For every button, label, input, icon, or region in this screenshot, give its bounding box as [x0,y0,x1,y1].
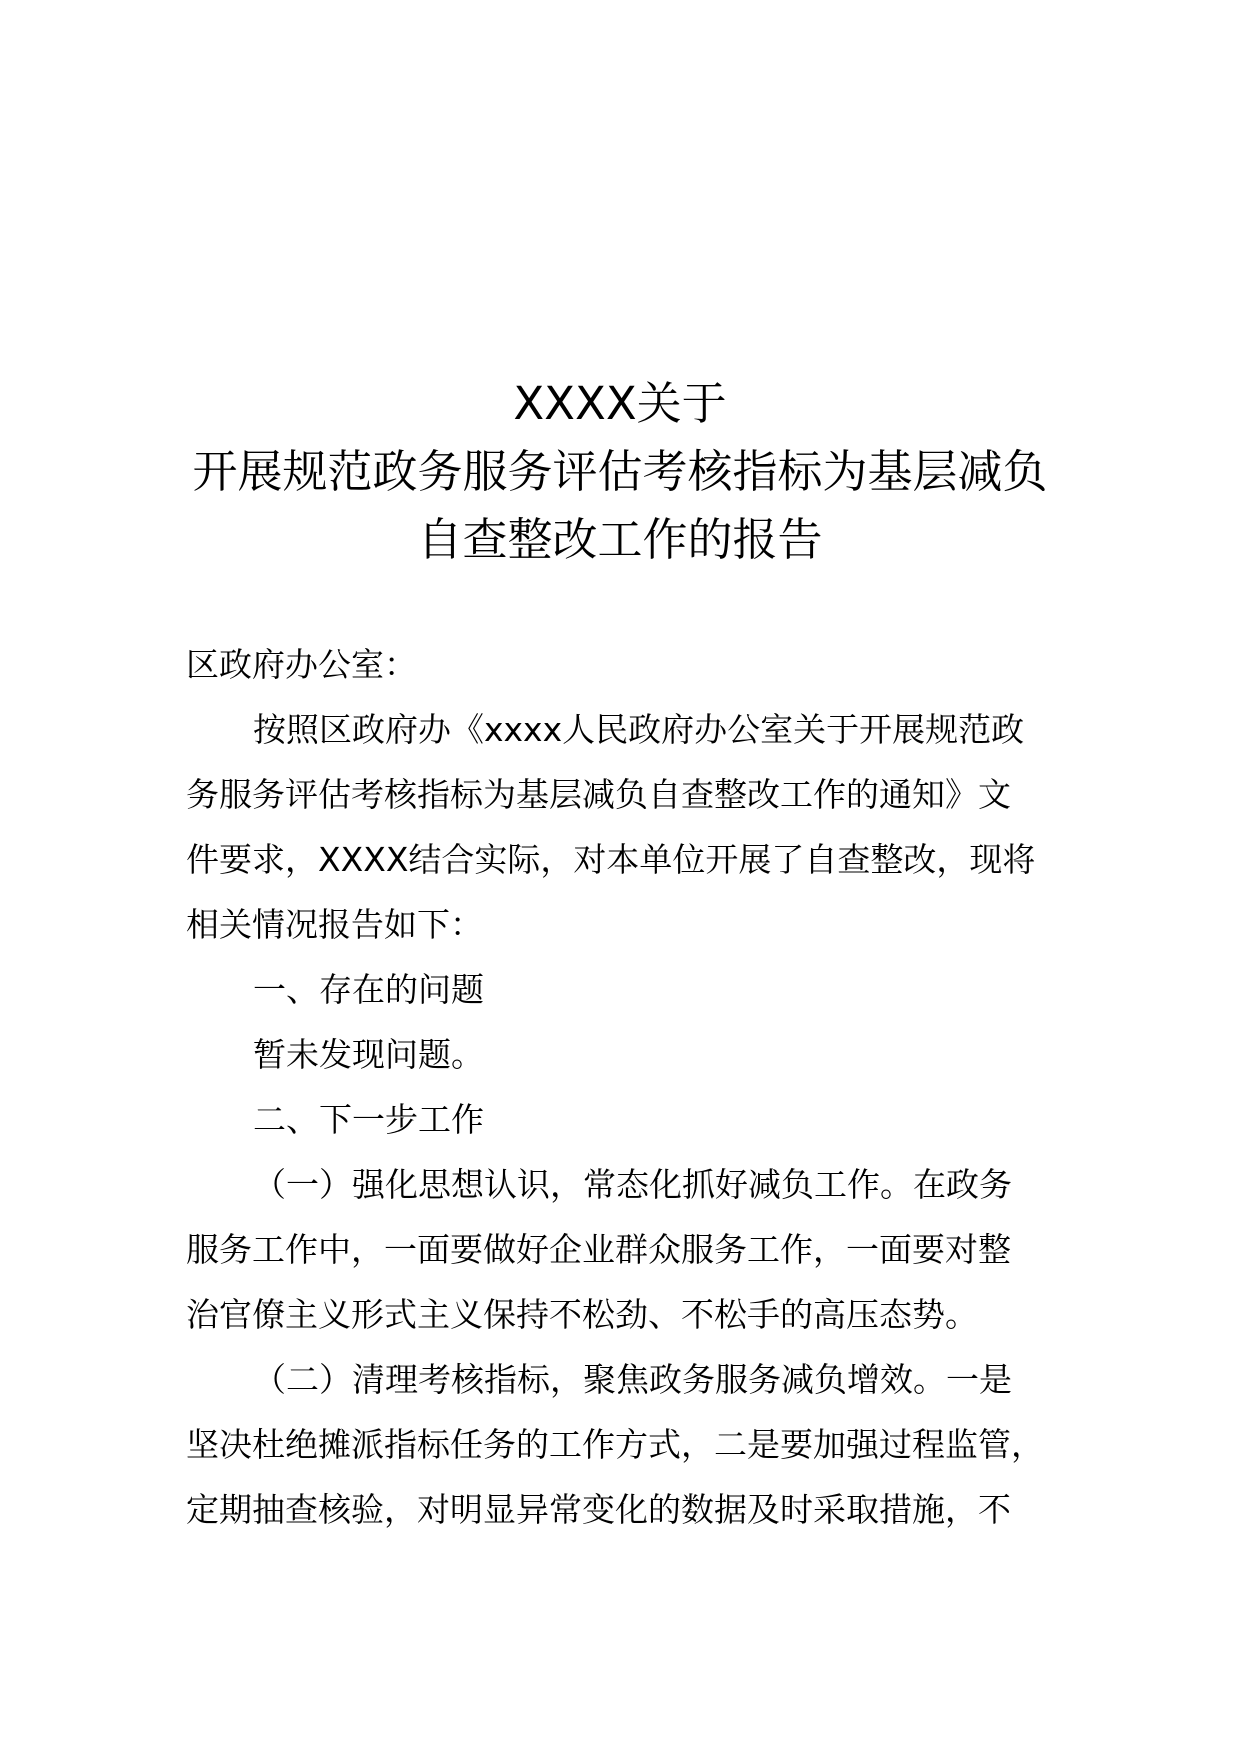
item-2-line-3: 定期抽查核验，对明显异常变化的数据及时采取措施，不 [186,1490,1011,1529]
paragraph-1-line-1: 按照区政府办《xxxx人民政府办公室关于开展规范政 [253,710,1025,749]
section-1-text: 暂未发现问题。 [253,1035,484,1074]
item-1-line-2: 服务工作中，一面要做好企业群众服务工作，一面要对整 [186,1230,1011,1269]
section-2-heading: 二、下一步工作 [253,1100,484,1139]
paragraph-1-line-3: 件要求，XXXX结合实际，对本单位开展了自查整改，现将 [186,840,1036,879]
document-title [0,370,1240,574]
item-1-line-1: （一）强化思想认识，常态化抓好减负工作。在政务 [253,1165,1012,1204]
item-2-line-2: 坚决杜绝摊派指标任务的工作方式，二是要加强过程监管， [186,1425,1044,1464]
salutation: 区政府办公室： [186,645,417,684]
paragraph-1-line-2: 务服务评估考核指标为基层减负自查整改工作的通知》文 [186,775,1011,814]
title-line-3: 自查整改工作的报告 [417,513,823,566]
title-line-1: XXXX关于 [513,377,727,430]
paragraph-1-line-4: 相关情况报告如下： [186,905,483,944]
title-line-2: 开展规范政务服务评估考核指标为基层减负 [192,445,1048,498]
document-body [186,632,1086,1542]
section-1-heading: 一、存在的问题 [253,970,484,1009]
item-2-line-1: （二）清理考核指标，聚焦政务服务减负增效。一是 [253,1360,1012,1399]
item-1-line-3: 治官僚主义形式主义保持不松劲、不松手的高压态势。 [186,1295,978,1334]
